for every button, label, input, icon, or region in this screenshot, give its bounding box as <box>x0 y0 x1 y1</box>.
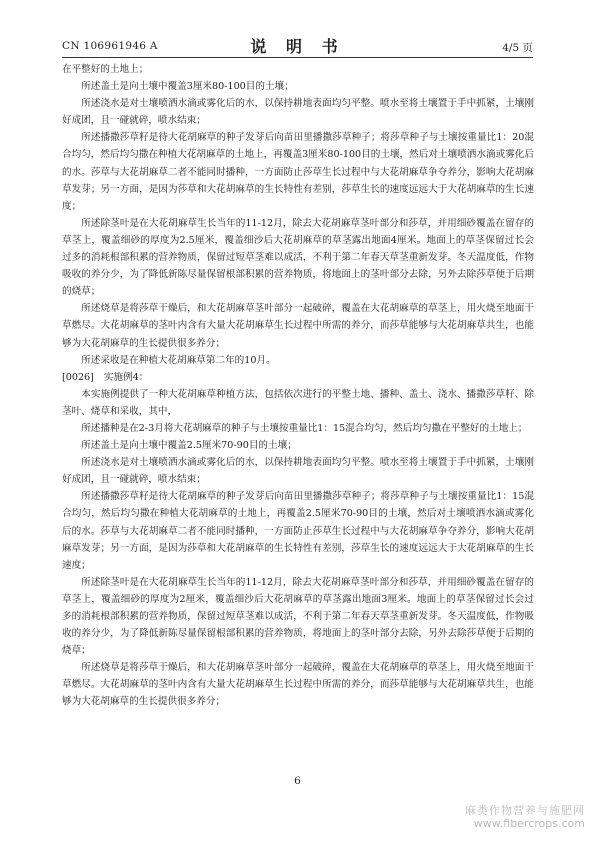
page-number: 6 <box>294 775 301 787</box>
body-paragraph: 所述烧草是将莎草干燥后，和大花胡麻草茎叶部分一起破碎，覆盖在大花胡麻草的草茎上，用火烧至地面干草燃尽。大花胡麻草的茎叶内含有大量大花胡麻草生长过程中所需的养分，而莎草能够与大花胡麻草共生，也能够为大花胡麻草的生长提供很多养分； <box>62 662 534 708</box>
paragraph-text: 实施例4： <box>103 371 149 383</box>
body-paragraph: 所述浇水是对土壤喷洒水滴或雾化后的水，以保持耕地表面均匀平整。喷水至将土壤置于手中抓紧，土壤刚好成团，且一碰就碎，喷水结束； <box>62 98 534 127</box>
watermark-site-name: 麻类作物营养与施肥网 <box>465 804 585 817</box>
body-paragraph: 所述除茎叶是在大花胡麻草生长当年的11-12月，除去大花胡麻草茎叶部分和莎草，并用细砂覆盖在留存的草茎上，覆盖细砂的厚度为2厘米，覆盖细沙后大花胡麻草的草茎露出地面3厘米。地面上的草茎保留过长会过多的消耗根部积累的营养物质，保留过短草茎难以成活，不利于第二年春天草茎重新发芽。冬天温度低，作物吸收的养分少，为了降低新陈尽量保留根部积累的营养物质，将地面上的茎叶部分去除，另外去除莎草便于后期的烧草； <box>62 576 534 657</box>
page-indicator: 4/5 页 <box>502 42 533 54</box>
watermark-url: www.fibercrops.com <box>473 817 585 830</box>
body-paragraph: 所述盖土是向土壤中覆盖2.5厘米70-90目的土壤； <box>81 440 297 452</box>
body-paragraph: 本实施例提供了一种大花胡麻草种植方法，包括依次进行的平整土地、播种、盖土、浇水、播撒莎草籽、除茎叶、烧草和采收，其中， <box>62 388 534 417</box>
body-paragraph: 所述播撒莎草籽是待大花胡麻草的种子发芽后向苗田里播撒莎草种子；将莎草种子与土壤按重量比1：20混合均匀，然后均匀撒在种植大花胡麻草的土地上，再覆盖3厘米80-100目的土壤，然后对土壤喷洒水滴或雾化后的水。莎草与大花胡麻草二者不能同时播种，一方面防止莎草生长过程中与大花胡麻草争夺养分，影响大花胡麻草发芽；另一方面，是因为莎草和大花胡麻草的生长特性有差别，莎草生长的速度远远大于大花胡麻草的生长速度； <box>62 132 534 212</box>
patent-number: CN 106961946 A <box>62 40 158 52</box>
body-paragraph: 所述播撒莎草籽是待大花胡麻草的种子发芽后向苗田里播撒莎草种子；将莎草种子与土壤按重量比1：15混合均匀，然后均匀撒在种植大花胡麻草的土地上，再覆盖2.5厘米70-90目的土壤，然后对土壤喷洒水滴或雾化后的水。莎草与大花胡麻草二者不能同时播种，一方面防止莎草生长过程中与大花胡麻草争夺养分，影响大花胡麻草发芽；另一方面，是因为莎草和大花胡麻草的生长特性有差别，莎草生长的速度远远大于大花胡麻草的生长速度； <box>62 491 534 571</box>
header-divider <box>62 57 533 58</box>
body-paragraph: 所述除茎叶是在大花胡麻草生长当年的11-12月，除去大花胡麻草茎叶部分和莎草，并用细砂覆盖在留存的草茎上，覆盖细砂的厚度为2.5厘米，覆盖细沙后大花胡麻草的草茎露出地面4厘米。地面上的草茎保留过长会过多的消耗根部积累的营养物质，保留过短草茎难以成活，不利于第二年春天草茎重新发芽。冬天温度低，作物吸收的养分少，为了降低新陈尽量保留根部积累的营养物质，将地面上的茎叶部分去除，另外去除莎草便于后期的烧草； <box>62 217 534 298</box>
paragraph-number: [0026] <box>62 371 94 383</box>
body-paragraph: 所述采收是在种植大花胡麻草第二年的10月。 <box>81 354 276 366</box>
page-header <box>62 34 533 56</box>
body-paragraph: 所述盖土是向土壤中覆盖3厘米80-100目的土壤； <box>81 81 294 93</box>
body-paragraph: 所述烧草是将莎草干燥后，和大花胡麻草茎叶部分一起破碎，覆盖在大花胡麻草的草茎上，用火烧至地面干草燃尽。大花胡麻草的茎叶内含有大量大花胡麻草生长过程中所需的养分，而莎草能够与大花胡麻草共生，也能够为大花胡麻草的生长提供很多养分； <box>62 303 534 349</box>
document-body <box>62 61 534 711</box>
body-paragraph: 所述浇水是对土壤喷洒水滴或雾化后的水，以保持耕地表面均匀平整。喷水至将土壤置于手中抓紧，土壤刚好成团，且一碰就碎，喷水结束； <box>62 457 534 486</box>
document-title: 说 明 书 <box>250 37 345 56</box>
body-paragraph <box>62 369 534 386</box>
watermark <box>465 804 585 830</box>
body-paragraph: 所述播种是在2-3月将大花胡麻草的种子与土壤按重量比1：15混合均匀，然后均匀撒在平整好的土地上； <box>81 422 528 434</box>
body-paragraph: 在平整好的土地上； <box>62 64 149 75</box>
